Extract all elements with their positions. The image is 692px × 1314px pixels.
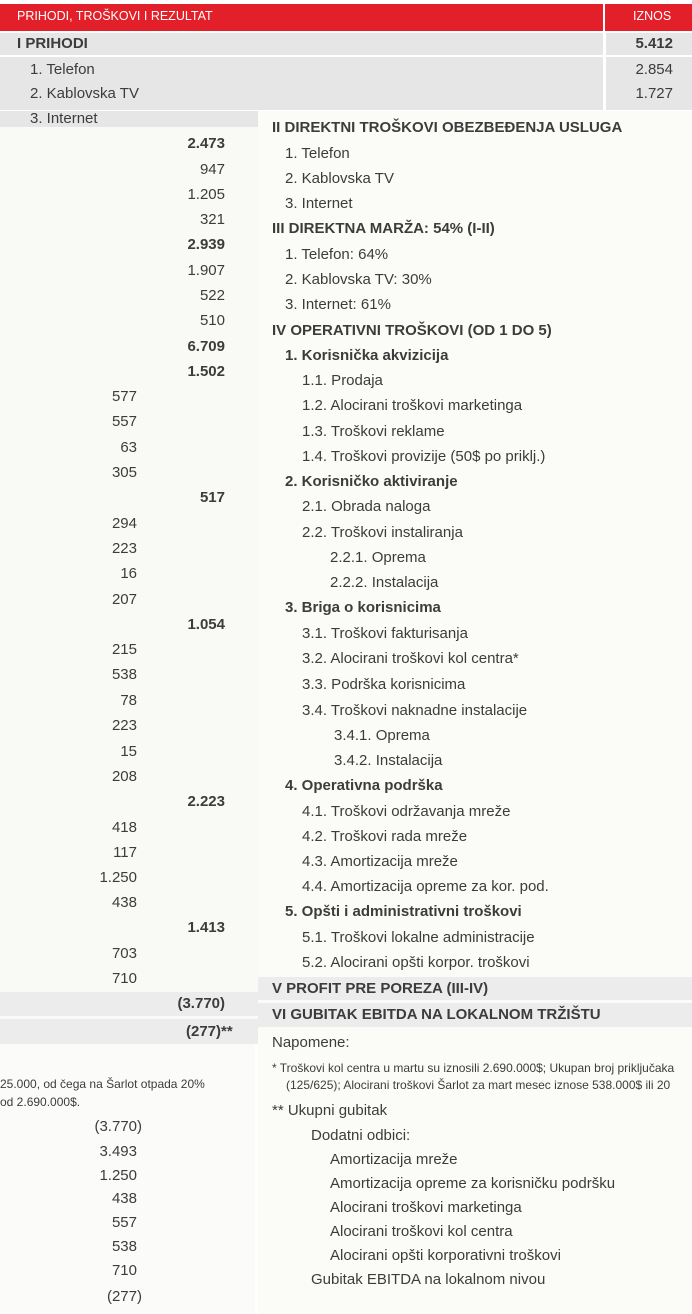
value-briga-item: 15 xyxy=(120,743,137,760)
value-marza-item: 1.907 xyxy=(187,262,225,279)
row-bg xyxy=(0,33,603,55)
group-opsti: 5. Opšti i administrativni troškovi xyxy=(285,903,522,920)
note-1-line-1: * Troškovi kol centra u martu su iznosili 2.690.000$; Ukupan broj priključaka xyxy=(272,1061,675,1075)
header-separator xyxy=(603,4,605,31)
calc-value: 3.493 xyxy=(99,1143,137,1160)
prihodi-item: 1. Telefon xyxy=(30,61,95,78)
value-aktiviranje-item: 207 xyxy=(111,591,137,608)
value-podrska-item: 117 xyxy=(113,844,137,861)
section-gubitak: VI GUBITAK EBITDA NA LOKALNOM TRŽIŠTU xyxy=(272,1006,601,1023)
left-note-line-1: 25.000, od čega na Šarlot otpada 20% xyxy=(0,1077,205,1091)
value-direktni-total: 2.473 xyxy=(187,135,225,152)
odbici-title: Dodatni odbici: xyxy=(311,1127,411,1144)
table-header-title: PRIHODI, TROŠKOVI I REZULTAT xyxy=(17,9,213,23)
value-akvizicija-item: 305 xyxy=(111,464,137,481)
prihodi-item: 3. Internet xyxy=(30,110,98,127)
value-aktiviranje-item: 223 xyxy=(111,540,137,557)
briga-item: 3.4. Troškovi naknadne instalacije xyxy=(302,702,528,719)
value-opsti: 1.413 xyxy=(187,919,225,936)
calc-value: 538 xyxy=(111,1238,137,1255)
opsti-item: 5.1. Troškovi lokalne administracije xyxy=(302,929,535,946)
marza-item: 1. Telefon: 64% xyxy=(285,246,389,263)
calc-value: 438 xyxy=(111,1190,137,1207)
table-header-amount: IZNOS xyxy=(633,9,672,23)
calc-value: 1.250 xyxy=(99,1167,137,1184)
direktni-item: 1. Telefon xyxy=(285,145,350,162)
akvizicija-item: 1.3. Troškovi reklame xyxy=(302,423,445,440)
value-gubitak: (277)** xyxy=(186,1023,233,1040)
aktiviranje-item: 2.1. Obrada naloga xyxy=(302,498,431,515)
podrska-item: 4.2. Troškovi rada mreže xyxy=(302,828,468,845)
value-aktiviranje-item: 294 xyxy=(111,515,137,532)
calc-value: (277) xyxy=(106,1288,142,1305)
value-marza-item: 522 xyxy=(199,287,225,304)
briga-item: 3.1. Troškovi fakturisanja xyxy=(302,625,468,642)
prihodi-total: 5.412 xyxy=(635,35,673,52)
podrska-item: 4.4. Amortizacija opreme za kor. pod. xyxy=(302,878,549,895)
odbici-item: Alocirani opšti korporativni troškovi xyxy=(330,1247,561,1264)
value-aktiviranje-item: 16 xyxy=(120,565,137,582)
value-akvizicija-item: 557 xyxy=(111,413,137,430)
value-podrska-item: 418 xyxy=(111,819,137,836)
group-aktiviranje: 2. Korisničko aktiviranje xyxy=(285,473,458,490)
calc-value: 710 xyxy=(111,1262,137,1279)
prihodi-value: 1.727 xyxy=(635,85,673,102)
aktiviranje-sub: 2.2.1. Oprema xyxy=(330,549,426,566)
group-akvizicija: 1. Korisnička akvizicija xyxy=(285,347,449,364)
value-akvizicija-item: 63 xyxy=(120,439,137,456)
value-briga-item: 223 xyxy=(111,717,137,734)
briga-item: 3.2. Alocirani troškovi kol centra* xyxy=(302,650,519,667)
note-1-line-2: (125/625); Alocirani troškovi Šarlot za mart mesec iznose 538.000$ ili 20 xyxy=(286,1078,671,1092)
calc-value: (3.770) xyxy=(94,1118,142,1135)
value-operativni: 6.709 xyxy=(187,338,225,355)
prihodi-title: I PRIHODI xyxy=(17,35,88,52)
value-briga-item: 538 xyxy=(111,666,137,683)
value-direktni-item: 321 xyxy=(199,211,225,228)
marza-item: 3. Internet: 61% xyxy=(285,296,391,313)
podrska-item: 4.1. Troškovi održavanja mreže xyxy=(302,803,511,820)
value-profit: (3.770) xyxy=(177,995,225,1012)
value-briga-item: 78 xyxy=(120,692,137,709)
value-akvizicija: 1.502 xyxy=(187,363,225,380)
direktni-item: 3. Internet xyxy=(285,195,353,212)
value-podrska-item: 1.250 xyxy=(99,869,137,886)
calc-value: 557 xyxy=(111,1214,137,1231)
akvizicija-item: 1.2. Alocirani troškovi marketinga xyxy=(302,397,523,414)
group-briga: 3. Briga o korisnicima xyxy=(285,599,441,616)
value-akvizicija-item: 577 xyxy=(111,388,137,405)
odbici-item: Amortizacija mreže xyxy=(330,1151,458,1168)
napomene-label: Napomene: xyxy=(272,1034,350,1051)
value-marza: 2.939 xyxy=(187,236,225,253)
section-direktni: II DIREKTNI TROŠKOVI OBEZBEĐENJA USLUGA xyxy=(272,119,623,136)
prihodi-value: 2.854 xyxy=(635,61,673,78)
direktni-item: 2. Kablovska TV xyxy=(285,170,394,187)
odbici-item: Amortizacija opreme za korisničku podršku xyxy=(330,1175,616,1192)
section-profit: V PROFIT PRE POREZA (III-IV) xyxy=(272,980,489,997)
akvizicija-item: 1.1. Prodaja xyxy=(302,372,383,389)
briga-sub: 3.4.1. Oprema xyxy=(334,727,430,744)
section-marza: III DIREKTNA MARŽA: 54% (I-II) xyxy=(272,220,495,237)
value-direktni-item: 1.205 xyxy=(187,186,225,203)
ebitda-label: Gubitak EBITDA na lokalnom nivou xyxy=(311,1271,546,1288)
value-marza-item: 510 xyxy=(199,312,225,329)
podrska-item: 4.3. Amortizacija mreže xyxy=(302,853,458,870)
value-direktni-item: 947 xyxy=(199,161,225,178)
left-note-line-2: od 2.690.000$. xyxy=(0,1095,81,1109)
value-podrska-item: 438 xyxy=(111,894,137,911)
opsti-item: 5.2. Alocirani opšti korpor. troškovi xyxy=(302,954,530,971)
odbici-item: Alocirani troškovi marketinga xyxy=(330,1199,522,1216)
briga-item: 3.3. Podrška korisnicima xyxy=(302,676,466,693)
group-podrska: 4. Operativna podrška xyxy=(285,777,443,794)
value-briga: 1.054 xyxy=(187,616,225,633)
akvizicija-item: 1.4. Troškovi provizije (50$ po priklj.) xyxy=(302,448,546,465)
value-podrska: 2.223 xyxy=(187,793,225,810)
note-2: ** Ukupni gubitak xyxy=(272,1102,388,1119)
marza-item: 2. Kablovska TV: 30% xyxy=(285,271,432,288)
briga-sub: 3.4.2. Instalacija xyxy=(334,752,443,769)
value-briga-item: 215 xyxy=(111,641,137,658)
prihodi-item: 2. Kablovska TV xyxy=(30,85,139,102)
aktiviranje-sub: 2.2.2. Instalacija xyxy=(330,574,439,591)
aktiviranje-item: 2.2. Troškovi instaliranja xyxy=(302,524,463,541)
value-opsti-item: 710 xyxy=(111,970,137,987)
odbici-item: Alocirani troškovi kol centra xyxy=(330,1223,513,1240)
section-operativni: IV OPERATIVNI TROŠKOVI (OD 1 DO 5) xyxy=(272,322,552,339)
value-aktiviranje: 517 xyxy=(199,489,225,506)
value-briga-item: 208 xyxy=(111,768,137,785)
value-opsti-item: 703 xyxy=(111,945,137,962)
